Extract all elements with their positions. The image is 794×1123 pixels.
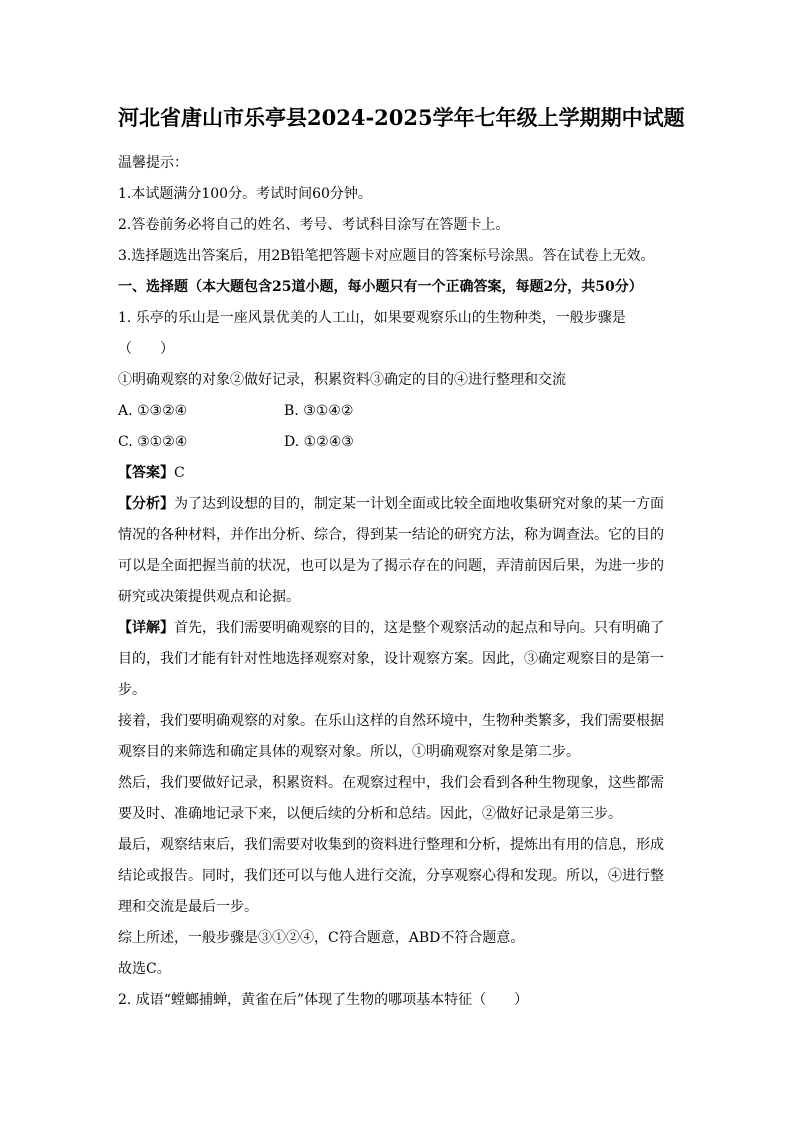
option-a: A. ①③②④ <box>118 403 188 419</box>
final-choice: 故选C。 <box>118 961 171 977</box>
option-d: D. ①②④③ <box>284 434 354 450</box>
question-1-bracket: （ ） <box>118 341 174 357</box>
notice-3: 3.选择题选出答案后，用2B铅笔把答题卡对应题目的答案标号涂黑。答在试卷上无效。 <box>118 248 655 264</box>
analysis-tag: 【分析】 <box>118 496 174 512</box>
analysis-text: 为了达到设想的目的，制定某一计划全面或比较全面地收集研究对象的某一方面情况的各种材料，并作出分析、综合，得到某一结论的研究方法，称为调查法。它的目的可以是全面把握当前的状况，也可以是为了揭示存在的问题，弄清前因后果，为进一步的研究或决策提供观点和论据。 <box>118 496 664 605</box>
question-2-stem: 2. 成语“螳螂捕蝉，黄雀在后”体现了生物的哪项基本特征（ ） <box>118 992 529 1008</box>
page-title: 河北省唐山市乐亭县2024-2025学年七年级上学期期中试题 <box>118 105 685 130</box>
detail-tag: 【详解】 <box>118 620 174 636</box>
question-1-options-row-2 <box>118 427 676 458</box>
summary-paragraph: 综上所述，一般步骤是③①②④，C符合题意，ABD不符合题意。 <box>118 930 525 946</box>
detail-paragraph-2: 接着，我们要明确观察的对象。在乐山这样的自然环境中，生物种类繁多，我们需要根据观察目的来筛选和确定具体的观察对象。所以，①明确观察对象是第二步。 <box>118 713 664 760</box>
notice-heading: 温馨提示： <box>118 155 188 171</box>
option-b: B. ③①④② <box>284 403 354 419</box>
detail-text: 首先，我们需要明确观察的目的，这是整个观察活动的起点和导向。只有明确了目的，我们才能有针对性地选择观察对象，设计观察方案。因此，③确定观察目的是第一步。 <box>118 620 664 698</box>
question-1-steps: ①明确观察的对象②做好记录，积累资料③确定的目的④进行整理和交流 <box>118 372 566 388</box>
answer-value: C <box>174 465 185 481</box>
option-c: C. ③①②④ <box>118 434 188 450</box>
notice-2: 2.答卷前务必将自己的姓名、考号、考试科目涂写在答题卡上。 <box>118 217 510 233</box>
detail-paragraph <box>118 613 676 706</box>
answer-line <box>118 458 676 489</box>
notice-1: 1.本试题满分100分。考试时间60分钟。 <box>118 186 372 202</box>
analysis-paragraph <box>118 489 676 613</box>
answer-tag: 【答案】 <box>118 465 174 481</box>
section-heading: 一、选择题（本大题包含25道小题，每小题只有一个正确答案，每题2分，共50分） <box>118 279 643 295</box>
question-1-stem: 1. 乐亭的乐山是一座风景优美的人工山，如果要观察乐山的生物种类，一般步骤是 <box>118 310 626 326</box>
question-1-options-row-1 <box>118 396 676 427</box>
detail-paragraph-3: 然后，我们要做好记录，积累资料。在观察过程中，我们会看到各种生物现象，这些都需要及时、准确地记录下来，以便后续的分析和总结。因此，②做好记录是第三步。 <box>118 775 664 822</box>
detail-paragraph-4: 最后，观察结束后，我们需要对收集到的资料进行整理和分析，提炼出有用的信息，形成结论或报告。同时，我们还可以与他人进行交流，分享观察心得和发现。所以，④进行整理和交流是最后一步。 <box>118 837 664 915</box>
